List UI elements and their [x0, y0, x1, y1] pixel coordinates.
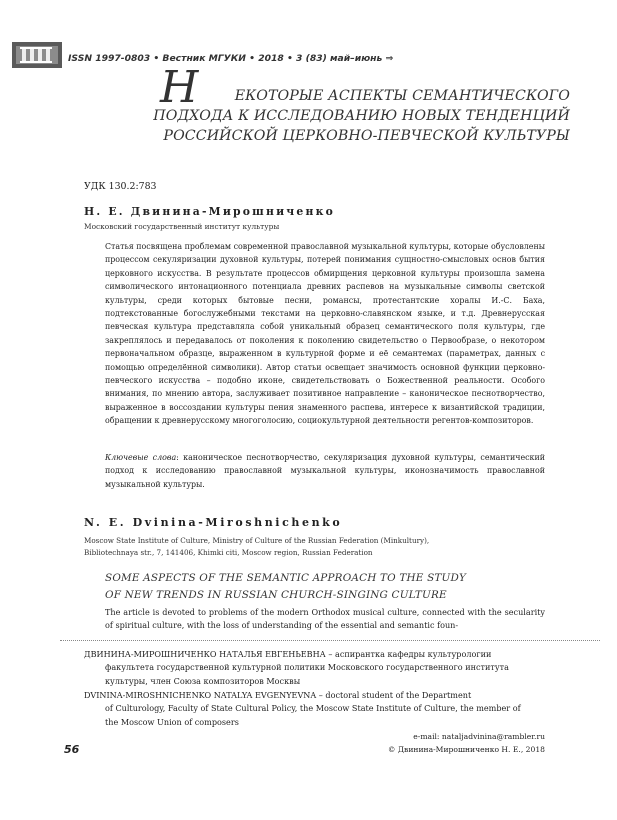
title-line-2: ПОДХОДА К ИССЛЕДОВАНИЮ НОВЫХ ТЕНДЕНЦИЙ: [153, 108, 570, 124]
abstract-ru: [105, 240, 545, 428]
title-line-3: РОССИЙСКОЙ ЦЕРКОВНО-ПЕВЧЕСКОЙ КУЛЬТУРЫ: [163, 128, 570, 144]
journal-header: ISSN 1997-0803 • Вестник МГУКИ • 2018 • 3 (83) май–июнь ⇒: [68, 53, 394, 64]
title-en-line-1: SOME ASPECTS OF THE SEMANTIC APPROACH TO THE STUDY: [105, 572, 467, 584]
page-number: 56: [64, 743, 80, 756]
article-title-en: [105, 570, 545, 604]
title-initial: Н: [160, 62, 199, 113]
affiliation-en-line-2: Bibliotechnaya str., 7, 141406, Khimki citi, Moscow region, Russian Federation: [84, 547, 373, 557]
copyright: © Двинина-Мирошниченко Н. Е., 2018: [387, 745, 545, 754]
author-name-ru: Н. Е. Двинина-Мирошниченко: [84, 205, 335, 218]
keywords-label: Ключевые слова: [105, 453, 177, 462]
bio-en-lead: DVININA-MIROSHNICHENKO NATALYA EVGENYEVNA – doctoral student of the Department: [84, 690, 472, 700]
title-line-1: ЕКОТОРЫЕ АСПЕКТЫ СЕМАНТИЧЕСКОГО: [234, 88, 570, 104]
title-en-line-2: OF NEW TRENDS IN RUSSIAN CHURCH-SINGING CULTURE: [105, 589, 447, 601]
author-affiliation-ru: Московский государственный институт культуры: [84, 222, 280, 231]
author-bio-ru: [84, 648, 524, 688]
journal-logo-icon: [12, 40, 64, 70]
bio-en-rest: of Culturology, Faculty of State Cultural Policy, the Moscow State Institute of Culture, the member of the Moscow Union of composers: [105, 703, 521, 727]
keywords-text: : каноническое песнотворчество, секуляризация духовной культуры, семантический подход к исследованию православной музыкальной культуры, иконозначимость православной музыкальной культуры.: [105, 453, 545, 489]
affiliation-en-line-1: Moscow State Institute of Culture, Ministry of Culture of the Russian Federation (Minkultury),: [84, 536, 430, 545]
bio-ru-lead: ДВИНИНА-МИРОШНИЧЕНКО НАТАЛЬЯ ЕВГЕНЬЕВНА – аспирантка кафедры культурологии: [84, 649, 492, 659]
abstract-en: The article is devoted to problems of the modern Orthodox musical culture, connected with the secularity of spiritual culture, with the loss of understanding of the essential and semantic foun-: [105, 607, 545, 631]
keywords-ru: [105, 451, 545, 491]
author-bio-en: [84, 689, 524, 729]
abstract-ru-text: Статья посвящена проблемам современной православной музыкальной культуры, которые обусловлены процессом секуляризации духовной культуры, потерей понимания сущностно-смысловых основ бытия церковного искусства. В результате процессов обмирщения церковной культуры произошла замена символического интонационного потенциала древних распевов на музыкальные символы светской культуры, среди которых бытовые песни, романсы, протестантские хоралы И.-С. Баха, подтекстованные богослужебными текстами на церковно-славянском языке, и т.д. Древнерусская певческая культура представляла собой уникальный образец семантического поля культуры, где закреплялось и передавалось от поколения к поколению свидетельство о Первообразе, о некотором первоначальном образце, выраженном в культурной форме и её семантемах (параметрах, данных с помощью определённой символики). Автор статьи освещает значимость основной функции церковно-певческого искусства – подобно иконе, свидетельствовать о Божественной реальности. Особого внимания, по мнению автора, заслуживает позитивное направление – каноническое песнотворчество, выраженное в воссоздании культуры пения знаменного распева, интересе к византийской традиции, обращении к древнерусскому многоголосию, социокультурной деятельности регентов-композиторов.: [105, 242, 545, 426]
author-affiliation-en: [84, 535, 544, 558]
udk-code: УДК 130.2:783: [84, 181, 157, 192]
article-title: [130, 62, 570, 146]
bio-ru-rest: факультета государственной культурной политики Московского государственного института культуры, член Союза композиторов Москвы: [105, 662, 509, 686]
section-divider: [60, 640, 600, 641]
author-email[interactable]: e-mail: nataljadvinina@rambler.ru: [413, 732, 545, 741]
author-name-en: N. E. Dvinina-Miroshnichenko: [84, 516, 343, 529]
